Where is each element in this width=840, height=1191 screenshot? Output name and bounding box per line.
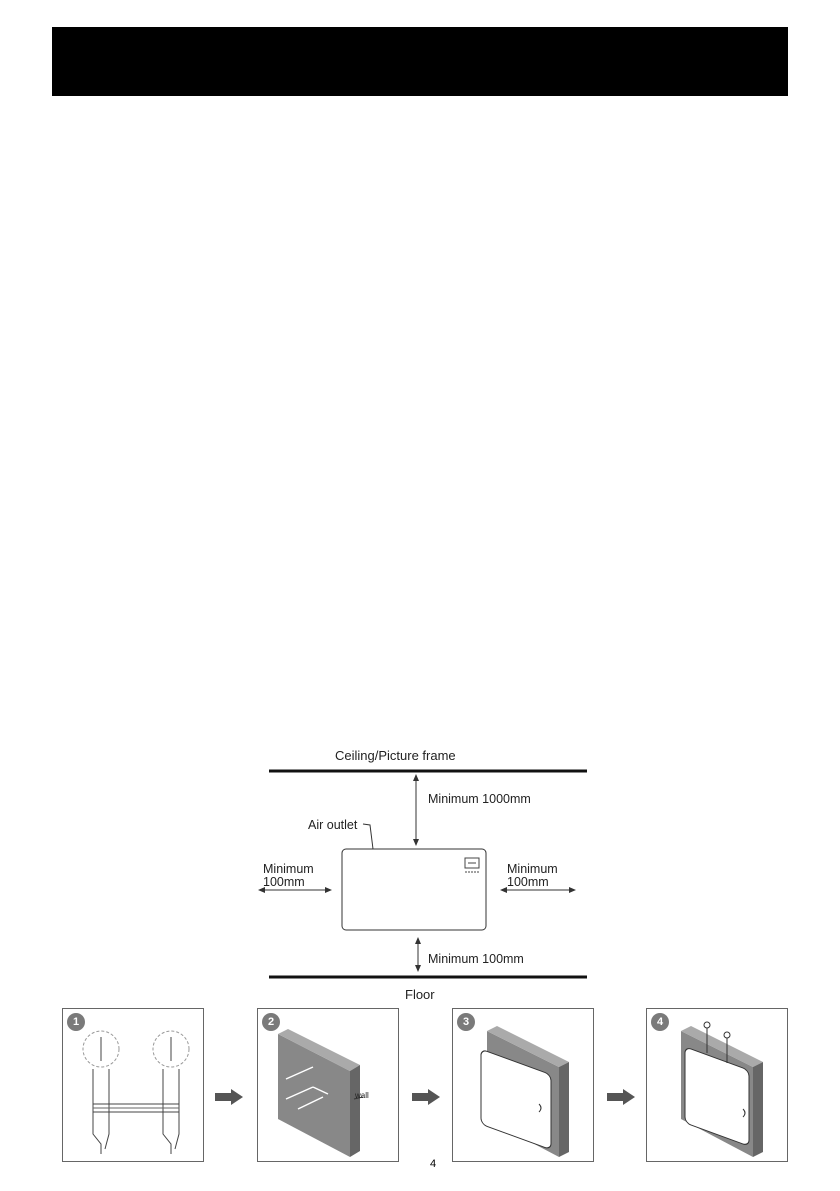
clearance-diagram [255, 745, 595, 1005]
heater-attach-illustration [453, 1009, 593, 1161]
bottom-distance-label: Minimum 100mm [428, 952, 524, 966]
right-distance-label-line1: Minimum [507, 862, 558, 876]
wall-label: wall [355, 1091, 369, 1100]
page-number: 4 [430, 1158, 437, 1170]
step-number-badge: 4 [651, 1013, 669, 1031]
step-number-badge: 2 [262, 1013, 280, 1031]
ceiling-label: Ceiling/Picture frame [335, 748, 456, 763]
header-bar [52, 27, 788, 96]
right-distance-label-line2: 100mm [507, 875, 549, 889]
left-distance-label-line1: Minimum [263, 862, 314, 876]
right-arrow-icon [412, 1089, 440, 1110]
step-panel-2 [257, 1008, 399, 1162]
heater-secure-illustration [647, 1009, 787, 1161]
step-panel-4 [646, 1008, 788, 1162]
step-panel-1 [62, 1008, 204, 1162]
right-arrow-icon [215, 1089, 243, 1110]
wall-mount-illustration [258, 1009, 398, 1161]
air-outlet-label: Air outlet [308, 818, 358, 832]
right-arrow-icon [607, 1089, 635, 1110]
top-distance-label: Minimum 1000mm [428, 792, 531, 806]
bracket-illustration [63, 1009, 203, 1161]
left-distance-label-line2: 100mm [263, 875, 305, 889]
step-number-badge: 3 [457, 1013, 475, 1031]
floor-label: Floor [405, 987, 435, 1002]
step-panel-3 [452, 1008, 594, 1162]
step-number-badge: 1 [67, 1013, 85, 1031]
